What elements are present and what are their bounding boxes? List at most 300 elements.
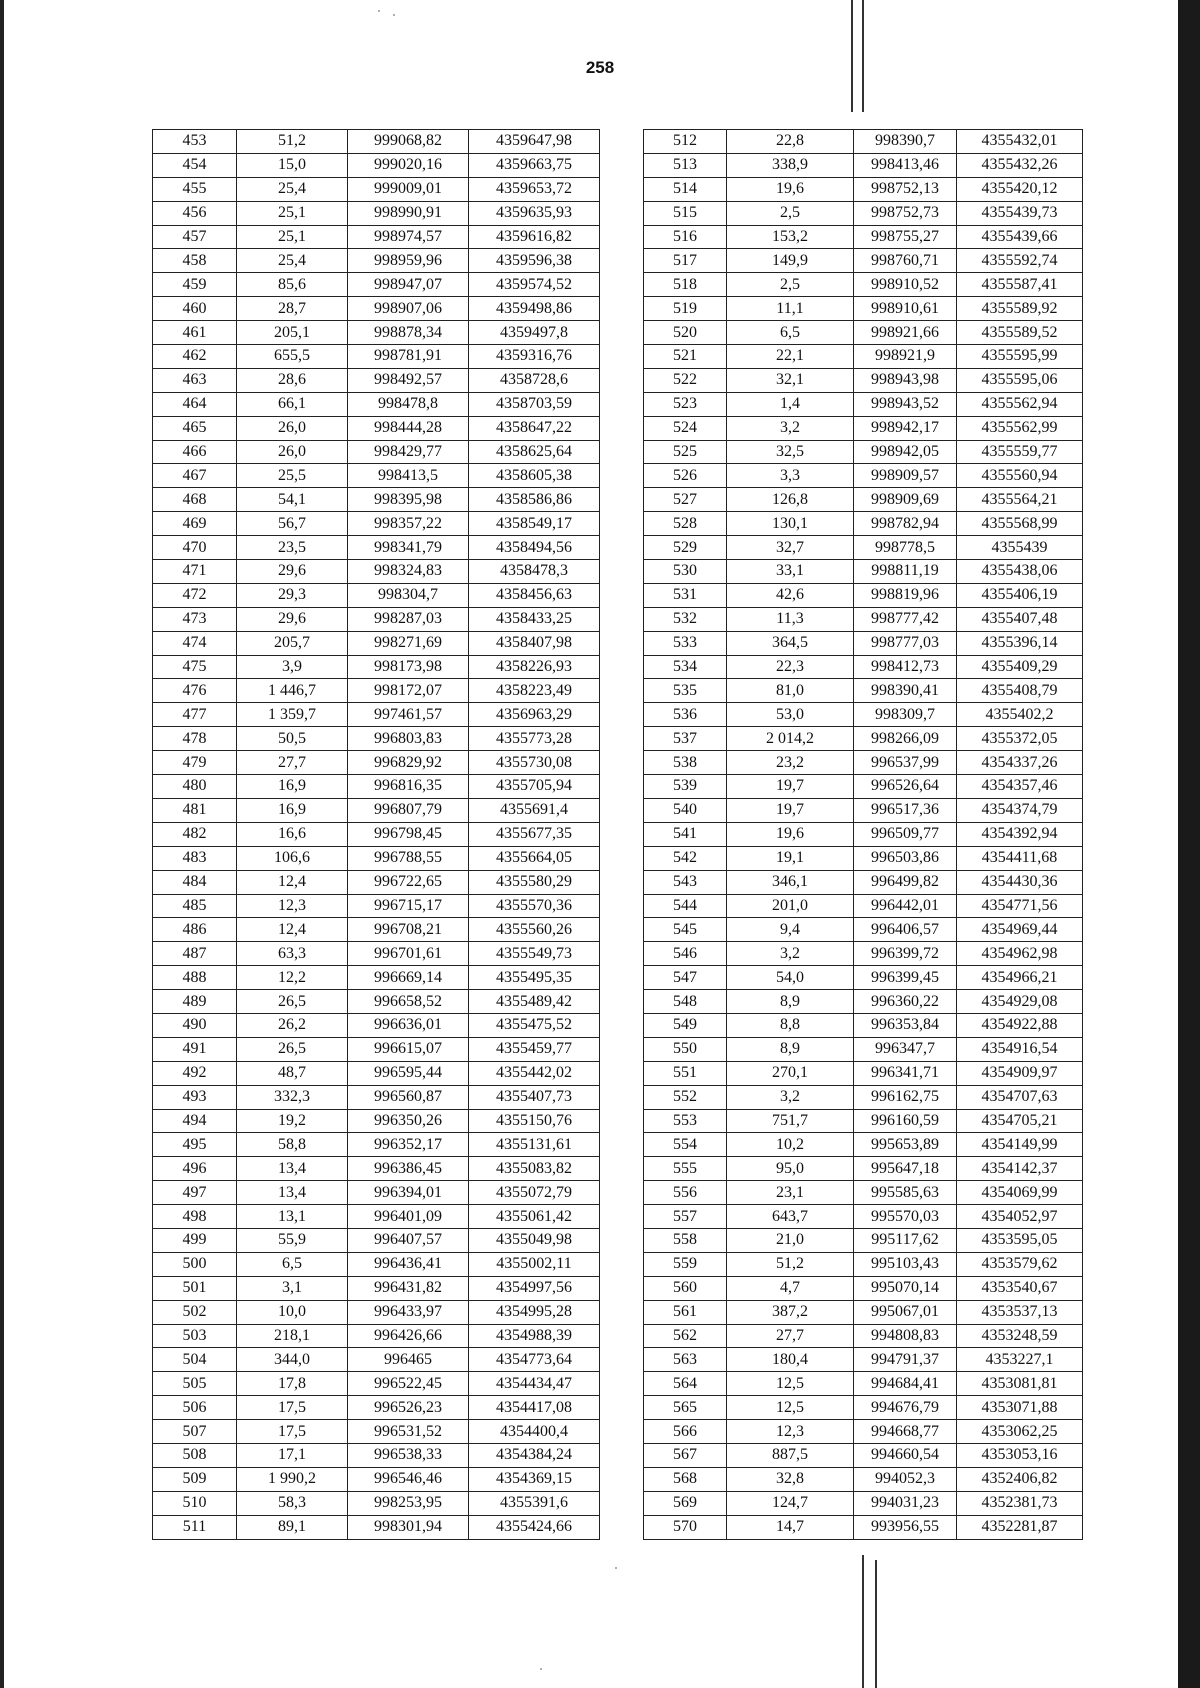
length-cell: 27,7 [727, 1324, 854, 1348]
point-number-cell: 560 [644, 1276, 727, 1300]
length-cell: 15,0 [237, 153, 348, 177]
point-number-cell: 489 [153, 990, 237, 1014]
y-coordinate-cell: 4359653,72 [469, 177, 600, 201]
length-cell: 42,6 [727, 583, 854, 607]
x-coordinate-cell: 998390,7 [854, 130, 957, 154]
length-cell: 149,9 [727, 249, 854, 273]
length-cell: 1,4 [727, 392, 854, 416]
length-cell: 218,1 [237, 1324, 348, 1348]
length-cell: 29,3 [237, 583, 348, 607]
x-coordinate-cell: 998781,91 [348, 345, 469, 369]
length-cell: 58,3 [237, 1491, 348, 1515]
x-coordinate-cell: 998172,07 [348, 679, 469, 703]
point-number-cell: 537 [644, 727, 727, 751]
point-number-cell: 524 [644, 416, 727, 440]
x-coordinate-cell: 996386,45 [348, 1157, 469, 1181]
table-row [644, 894, 1083, 918]
x-coordinate-cell: 998301,94 [348, 1515, 469, 1539]
table-row [153, 1420, 600, 1444]
length-cell: 50,5 [237, 727, 348, 751]
x-coordinate-cell: 996442,01 [854, 894, 957, 918]
y-coordinate-cell: 4355570,36 [469, 894, 600, 918]
length-cell: 17,5 [237, 1420, 348, 1444]
y-coordinate-cell: 4358478,3 [469, 560, 600, 584]
y-coordinate-cell: 4355049,98 [469, 1228, 600, 1252]
table-row [644, 1372, 1083, 1396]
point-number-cell: 472 [153, 583, 237, 607]
y-coordinate-cell: 4353595,05 [957, 1228, 1083, 1252]
x-coordinate-cell: 998444,28 [348, 416, 469, 440]
point-number-cell: 527 [644, 488, 727, 512]
point-number-cell: 538 [644, 751, 727, 775]
x-coordinate-cell: 996399,72 [854, 942, 957, 966]
table-row [153, 225, 600, 249]
x-coordinate-cell: 998309,7 [854, 703, 957, 727]
point-number-cell: 514 [644, 177, 727, 201]
table-row [153, 392, 600, 416]
x-coordinate-cell: 998878,34 [348, 321, 469, 345]
point-number-cell: 568 [644, 1467, 727, 1491]
x-coordinate-cell: 996394,01 [348, 1181, 469, 1205]
y-coordinate-cell: 4358647,22 [469, 416, 600, 440]
x-coordinate-cell: 998413,46 [854, 153, 957, 177]
y-coordinate-cell: 4355442,02 [469, 1061, 600, 1085]
x-coordinate-cell: 998959,96 [348, 249, 469, 273]
length-cell: 13,4 [237, 1157, 348, 1181]
y-coordinate-cell: 4354995,28 [469, 1300, 600, 1324]
y-coordinate-cell: 4355595,06 [957, 368, 1083, 392]
length-cell: 19,6 [727, 177, 854, 201]
x-coordinate-cell: 998782,94 [854, 512, 957, 536]
x-coordinate-cell: 994052,3 [854, 1467, 957, 1491]
point-number-cell: 503 [153, 1324, 237, 1348]
y-coordinate-cell: 4358456,63 [469, 583, 600, 607]
length-cell: 201,0 [727, 894, 854, 918]
point-number-cell: 552 [644, 1085, 727, 1109]
x-coordinate-cell: 998390,41 [854, 679, 957, 703]
length-cell: 17,1 [237, 1443, 348, 1467]
y-coordinate-cell: 4355580,29 [469, 870, 600, 894]
point-number-cell: 508 [153, 1443, 237, 1467]
table-row [153, 1205, 600, 1229]
x-coordinate-cell: 998907,06 [348, 297, 469, 321]
length-cell: 655,5 [237, 345, 348, 369]
length-cell: 25,1 [237, 201, 348, 225]
x-coordinate-cell: 995647,18 [854, 1157, 957, 1181]
x-coordinate-cell: 996360,22 [854, 990, 957, 1014]
point-number-cell: 455 [153, 177, 237, 201]
y-coordinate-cell: 4354988,39 [469, 1324, 600, 1348]
point-number-cell: 477 [153, 703, 237, 727]
length-cell: 89,1 [237, 1515, 348, 1539]
length-cell: 58,8 [237, 1133, 348, 1157]
length-cell: 53,0 [727, 703, 854, 727]
x-coordinate-cell: 998357,22 [348, 512, 469, 536]
x-coordinate-cell: 996503,86 [854, 846, 957, 870]
x-coordinate-cell: 996353,84 [854, 1013, 957, 1037]
point-number-cell: 491 [153, 1037, 237, 1061]
table-row [153, 631, 600, 655]
table-row [644, 990, 1083, 1014]
table-row [644, 1013, 1083, 1037]
length-cell: 25,5 [237, 464, 348, 488]
table-row [153, 703, 600, 727]
x-coordinate-cell: 998752,13 [854, 177, 957, 201]
point-number-cell: 549 [644, 1013, 727, 1037]
y-coordinate-cell: 4359647,98 [469, 130, 600, 154]
length-cell: 27,7 [237, 751, 348, 775]
length-cell: 205,1 [237, 321, 348, 345]
table-row [153, 870, 600, 894]
table-row [153, 679, 600, 703]
y-coordinate-cell: 4358407,98 [469, 631, 600, 655]
point-number-cell: 466 [153, 440, 237, 464]
scan-speck [393, 14, 395, 16]
point-number-cell: 465 [153, 416, 237, 440]
table-row [644, 177, 1083, 201]
length-cell: 4,7 [727, 1276, 854, 1300]
x-coordinate-cell: 996538,33 [348, 1443, 469, 1467]
point-number-cell: 500 [153, 1252, 237, 1276]
x-coordinate-cell: 998943,98 [854, 368, 957, 392]
y-coordinate-cell: 4355495,35 [469, 966, 600, 990]
length-cell: 3,3 [727, 464, 854, 488]
length-cell: 33,1 [727, 560, 854, 584]
length-cell: 8,9 [727, 990, 854, 1014]
table-row [153, 942, 600, 966]
table-row [153, 966, 600, 990]
point-number-cell: 497 [153, 1181, 237, 1205]
point-number-cell: 478 [153, 727, 237, 751]
length-cell: 26,2 [237, 1013, 348, 1037]
x-coordinate-cell: 998341,79 [348, 536, 469, 560]
point-number-cell: 510 [153, 1491, 237, 1515]
y-coordinate-cell: 4353537,13 [957, 1300, 1083, 1324]
length-cell: 3,2 [727, 942, 854, 966]
length-cell: 16,9 [237, 775, 348, 799]
table-row [153, 321, 600, 345]
y-coordinate-cell: 4355562,99 [957, 416, 1083, 440]
length-cell: 95,0 [727, 1157, 854, 1181]
x-coordinate-cell: 996522,45 [348, 1372, 469, 1396]
y-coordinate-cell: 4355406,19 [957, 583, 1083, 607]
y-coordinate-cell: 4353227,1 [957, 1348, 1083, 1372]
table-row [153, 130, 600, 154]
table-row [644, 297, 1083, 321]
x-coordinate-cell: 998413,5 [348, 464, 469, 488]
table-row [153, 297, 600, 321]
x-coordinate-cell: 998947,07 [348, 273, 469, 297]
point-number-cell: 565 [644, 1396, 727, 1420]
x-coordinate-cell: 996669,14 [348, 966, 469, 990]
y-coordinate-cell: 4355568,99 [957, 512, 1083, 536]
x-coordinate-cell: 994808,83 [854, 1324, 957, 1348]
y-coordinate-cell: 4359498,86 [469, 297, 600, 321]
x-coordinate-cell: 995653,89 [854, 1133, 957, 1157]
table-row [153, 488, 600, 512]
point-number-cell: 467 [153, 464, 237, 488]
length-cell: 346,1 [727, 870, 854, 894]
x-coordinate-cell: 998819,96 [854, 583, 957, 607]
y-coordinate-cell: 4354149,99 [957, 1133, 1083, 1157]
page-number: 258 [585, 58, 615, 77]
x-coordinate-cell: 994668,77 [854, 1420, 957, 1444]
table-row [644, 1467, 1083, 1491]
y-coordinate-cell: 4355475,52 [469, 1013, 600, 1037]
length-cell: 32,7 [727, 536, 854, 560]
point-number-cell: 462 [153, 345, 237, 369]
length-cell: 19,7 [727, 775, 854, 799]
point-number-cell: 490 [153, 1013, 237, 1037]
table-row [644, 751, 1083, 775]
point-number-cell: 519 [644, 297, 727, 321]
length-cell: 12,4 [237, 870, 348, 894]
y-coordinate-cell: 4355595,99 [957, 345, 1083, 369]
point-number-cell: 545 [644, 918, 727, 942]
y-coordinate-cell: 4353540,67 [957, 1276, 1083, 1300]
length-cell: 106,6 [237, 846, 348, 870]
x-coordinate-cell: 996526,23 [348, 1396, 469, 1420]
table-row [153, 153, 600, 177]
point-number-cell: 554 [644, 1133, 727, 1157]
x-coordinate-cell: 998909,57 [854, 464, 957, 488]
table-row [644, 1181, 1083, 1205]
y-coordinate-cell: 4359635,93 [469, 201, 600, 225]
x-coordinate-cell: 995070,14 [854, 1276, 957, 1300]
y-coordinate-cell: 4354771,56 [957, 894, 1083, 918]
y-coordinate-cell: 4355560,94 [957, 464, 1083, 488]
y-coordinate-cell: 4358226,93 [469, 655, 600, 679]
point-number-cell: 547 [644, 966, 727, 990]
table-row [644, 1252, 1083, 1276]
y-coordinate-cell: 4354417,08 [469, 1396, 600, 1420]
table-row [153, 894, 600, 918]
point-number-cell: 540 [644, 798, 727, 822]
point-number-cell: 531 [644, 583, 727, 607]
point-number-cell: 561 [644, 1300, 727, 1324]
table-row [153, 655, 600, 679]
x-coordinate-cell: 998478,8 [348, 392, 469, 416]
table-row [644, 130, 1083, 154]
length-cell: 26,0 [237, 416, 348, 440]
y-coordinate-cell: 4359316,76 [469, 345, 600, 369]
x-coordinate-cell: 998412,73 [854, 655, 957, 679]
x-coordinate-cell: 996352,17 [348, 1133, 469, 1157]
length-cell: 19,1 [727, 846, 854, 870]
table-row [644, 249, 1083, 273]
y-coordinate-cell: 4355083,82 [469, 1157, 600, 1181]
x-coordinate-cell: 998173,98 [348, 655, 469, 679]
point-number-cell: 470 [153, 536, 237, 560]
y-coordinate-cell: 4354922,88 [957, 1013, 1083, 1037]
table-row [153, 1085, 600, 1109]
table-row [153, 368, 600, 392]
point-number-cell: 498 [153, 1205, 237, 1229]
table-row [153, 798, 600, 822]
length-cell: 1 446,7 [237, 679, 348, 703]
y-coordinate-cell: 4354337,26 [957, 751, 1083, 775]
margin-line [875, 1560, 877, 1688]
x-coordinate-cell: 998910,61 [854, 297, 957, 321]
y-coordinate-cell: 4355439,66 [957, 225, 1083, 249]
y-coordinate-cell: 4354384,24 [469, 1443, 600, 1467]
point-number-cell: 481 [153, 798, 237, 822]
x-coordinate-cell: 998287,03 [348, 607, 469, 631]
x-coordinate-cell: 996160,59 [854, 1109, 957, 1133]
point-number-cell: 461 [153, 321, 237, 345]
table-row [153, 560, 600, 584]
y-coordinate-cell: 4354142,37 [957, 1157, 1083, 1181]
length-cell: 10,0 [237, 1300, 348, 1324]
point-number-cell: 492 [153, 1061, 237, 1085]
y-coordinate-cell: 4358605,38 [469, 464, 600, 488]
point-number-cell: 566 [644, 1420, 727, 1444]
x-coordinate-cell: 998974,57 [348, 225, 469, 249]
point-number-cell: 559 [644, 1252, 727, 1276]
point-number-cell: 483 [153, 846, 237, 870]
table-row [644, 1109, 1083, 1133]
x-coordinate-cell: 995067,01 [854, 1300, 957, 1324]
point-number-cell: 544 [644, 894, 727, 918]
x-coordinate-cell: 995117,62 [854, 1228, 957, 1252]
table-row [153, 775, 600, 799]
x-coordinate-cell: 994791,37 [854, 1348, 957, 1372]
table-row [153, 345, 600, 369]
point-number-cell: 563 [644, 1348, 727, 1372]
y-coordinate-cell: 4354773,64 [469, 1348, 600, 1372]
table-row [153, 1037, 600, 1061]
length-cell: 887,5 [727, 1443, 854, 1467]
y-coordinate-cell: 4359596,38 [469, 249, 600, 273]
table-row [153, 918, 600, 942]
x-coordinate-cell: 996829,92 [348, 751, 469, 775]
point-number-cell: 473 [153, 607, 237, 631]
length-cell: 1 359,7 [237, 703, 348, 727]
x-coordinate-cell: 995103,43 [854, 1252, 957, 1276]
x-coordinate-cell: 996526,64 [854, 775, 957, 799]
x-coordinate-cell: 996431,82 [348, 1276, 469, 1300]
point-number-cell: 546 [644, 942, 727, 966]
x-coordinate-cell: 996162,75 [854, 1085, 957, 1109]
margin-line [862, 0, 864, 112]
y-coordinate-cell: 4355439 [957, 536, 1083, 560]
point-number-cell: 509 [153, 1467, 237, 1491]
table-row [644, 1157, 1083, 1181]
length-cell: 23,2 [727, 751, 854, 775]
table-row [644, 1324, 1083, 1348]
point-number-cell: 496 [153, 1157, 237, 1181]
length-cell: 54,1 [237, 488, 348, 512]
point-number-cell: 534 [644, 655, 727, 679]
y-coordinate-cell: 4353248,59 [957, 1324, 1083, 1348]
x-coordinate-cell: 996560,87 [348, 1085, 469, 1109]
x-coordinate-cell: 996517,36 [854, 798, 957, 822]
point-number-cell: 458 [153, 249, 237, 273]
length-cell: 22,8 [727, 130, 854, 154]
table-row [153, 1396, 600, 1420]
point-number-cell: 460 [153, 297, 237, 321]
point-number-cell: 459 [153, 273, 237, 297]
length-cell: 2,5 [727, 201, 854, 225]
table-row [644, 1061, 1083, 1085]
point-number-cell: 475 [153, 655, 237, 679]
table-row [153, 1061, 600, 1085]
point-number-cell: 464 [153, 392, 237, 416]
length-cell: 12,4 [237, 918, 348, 942]
y-coordinate-cell: 4355407,48 [957, 607, 1083, 631]
table-row [153, 440, 600, 464]
table-row [644, 607, 1083, 631]
point-number-cell: 488 [153, 966, 237, 990]
y-coordinate-cell: 4355587,41 [957, 273, 1083, 297]
x-coordinate-cell: 993956,55 [854, 1515, 957, 1539]
table-row [153, 512, 600, 536]
x-coordinate-cell: 996546,46 [348, 1467, 469, 1491]
table-row [644, 1228, 1083, 1252]
length-cell: 81,0 [727, 679, 854, 703]
y-coordinate-cell: 4355705,94 [469, 775, 600, 799]
table-row [153, 727, 600, 751]
table-row [153, 201, 600, 225]
point-number-cell: 485 [153, 894, 237, 918]
table-row [644, 273, 1083, 297]
table-row [153, 583, 600, 607]
x-coordinate-cell: 996341,71 [854, 1061, 957, 1085]
y-coordinate-cell: 4355372,05 [957, 727, 1083, 751]
y-coordinate-cell: 4354997,56 [469, 1276, 600, 1300]
length-cell: 54,0 [727, 966, 854, 990]
y-coordinate-cell: 4355589,92 [957, 297, 1083, 321]
table-row [644, 798, 1083, 822]
y-coordinate-cell: 4355562,94 [957, 392, 1083, 416]
length-cell: 153,2 [727, 225, 854, 249]
length-cell: 13,4 [237, 1181, 348, 1205]
x-coordinate-cell: 996537,99 [854, 751, 957, 775]
table-row [644, 464, 1083, 488]
x-coordinate-cell: 999009,01 [348, 177, 469, 201]
point-number-cell: 558 [644, 1228, 727, 1252]
table-row [644, 1276, 1083, 1300]
point-number-cell: 522 [644, 368, 727, 392]
x-coordinate-cell: 998760,71 [854, 249, 957, 273]
x-coordinate-cell: 998395,98 [348, 488, 469, 512]
point-number-cell: 456 [153, 201, 237, 225]
length-cell: 643,7 [727, 1205, 854, 1229]
y-coordinate-cell: 4354400,4 [469, 1420, 600, 1444]
y-coordinate-cell: 4355432,26 [957, 153, 1083, 177]
table-row [644, 846, 1083, 870]
margin-line [851, 0, 853, 112]
point-number-cell: 556 [644, 1181, 727, 1205]
length-cell: 21,0 [727, 1228, 854, 1252]
y-coordinate-cell: 4355391,6 [469, 1491, 600, 1515]
point-number-cell: 487 [153, 942, 237, 966]
y-coordinate-cell: 4352406,82 [957, 1467, 1083, 1491]
table-row [153, 1133, 600, 1157]
table-row [644, 488, 1083, 512]
table-row [644, 655, 1083, 679]
y-coordinate-cell: 4355402,2 [957, 703, 1083, 727]
length-cell: 25,1 [237, 225, 348, 249]
y-coordinate-cell: 4355589,52 [957, 321, 1083, 345]
length-cell: 26,0 [237, 440, 348, 464]
length-cell: 751,7 [727, 1109, 854, 1133]
y-coordinate-cell: 4354966,21 [957, 966, 1083, 990]
x-coordinate-cell: 999020,16 [348, 153, 469, 177]
point-number-cell: 562 [644, 1324, 727, 1348]
point-number-cell: 506 [153, 1396, 237, 1420]
x-coordinate-cell: 996798,45 [348, 822, 469, 846]
